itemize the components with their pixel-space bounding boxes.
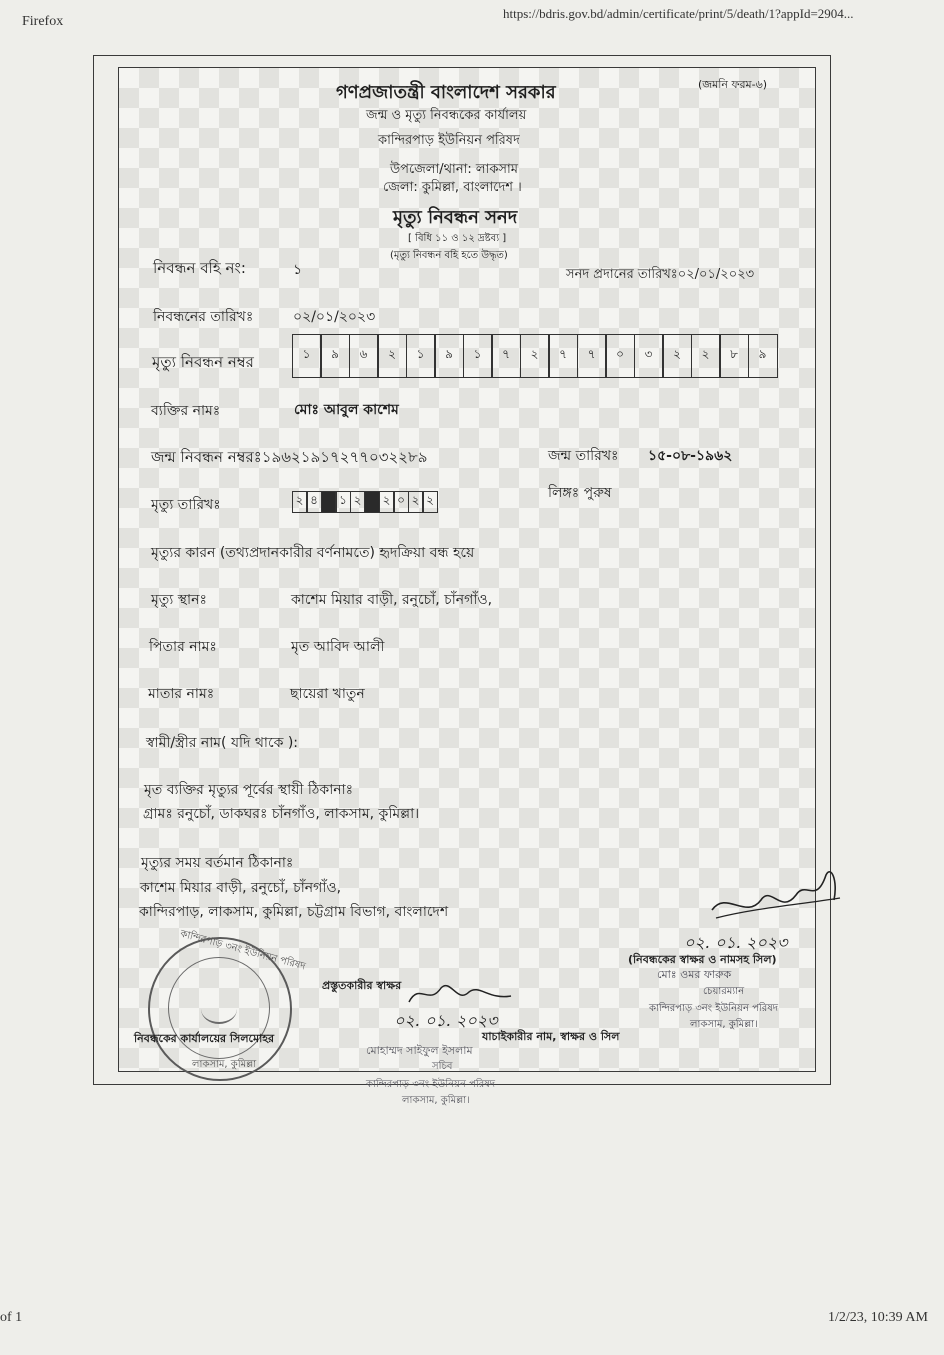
office-seal-label: নিবন্ধকের কার্যালয়ের সিলমোহর: [134, 1032, 275, 1045]
registrar-title: চেয়ারম্যান: [703, 986, 745, 997]
date-of-birth-value: ১৫-০৮-১৯৬২: [648, 448, 733, 464]
registrar-date: ০২. ০১. ২০২৩: [684, 933, 788, 952]
reg-digit: ৯: [434, 334, 464, 378]
death-registration-number-boxes: [293, 334, 778, 378]
date-digit: ৪: [306, 491, 322, 513]
office-name: জন্ম ও মৃত্যু নিবন্ধকের কার্যালয়: [366, 108, 527, 123]
person-name-label: ব্যক্তির নামঃ: [151, 403, 221, 419]
preparer-label: প্রস্তুতকারীর স্বাক্ষর: [322, 979, 402, 992]
page-url: https://bdris.gov.bd/admin/certificate/print/5/death/1?appId=2904...: [503, 6, 854, 21]
reg-digit: ৩: [634, 334, 664, 378]
death-place-value: কাশেম মিয়ার বাড়ী, রনুচোঁ, চাঁনগাঁও,: [291, 592, 493, 608]
reg-digit: ১: [406, 334, 436, 378]
reg-digit: ৯: [748, 334, 778, 378]
current-address-line1: কাশেম মিয়ার বাড়ী, রনুচোঁ, চাঁনগাঁও,: [140, 880, 342, 896]
government-title: গণপ্রজাতন্ত্রী বাংলাদেশ সরকার: [336, 82, 556, 103]
date-digit: ২: [379, 491, 395, 513]
reg-digit: ২: [691, 334, 721, 378]
birth-registration-number: জন্ম নিবন্ধন নম্বরঃ১৯৬২১৯১৭২৭৭০৩২২৮৯: [151, 448, 428, 466]
registrar-signature: [706, 860, 846, 930]
upazila: উপজেলা/থানা: লাকসাম: [390, 162, 518, 177]
reg-digit: ২: [662, 334, 692, 378]
death-date-boxes: [293, 491, 438, 513]
reg-digit: ৭: [491, 334, 521, 378]
reg-digit: ৯: [320, 334, 350, 378]
permanent-address-value: গ্রামঃ রনুচোঁ, ডাকঘরঃ চাঁনগাঁও, লাকসাম, কুমিল্লা।: [143, 806, 420, 822]
person-name-value: মোঃ আবুল কাশেম: [294, 402, 399, 418]
reg-digit: ৭: [577, 334, 607, 378]
date-digit: ১: [335, 491, 351, 513]
gender: লিঙ্গঃ পুরুষ: [548, 485, 612, 501]
mother-name-value: ছায়েরা খাতুন: [290, 686, 365, 702]
preparer-signature: [405, 976, 515, 1010]
document-title: মৃত্যু নিবন্ধন সনদ: [393, 207, 518, 228]
verifier-title: সচিব: [432, 1061, 453, 1072]
registrar-name: মোঃ ওমর ফারুক: [657, 968, 732, 981]
reg-digit: ০: [605, 334, 635, 378]
form-number: (জমনি ফরম-৬): [698, 78, 768, 91]
date-digit: ২: [408, 491, 424, 513]
current-address-label: মৃত্যুর সময় বর্তমান ঠিকানাঃ: [141, 855, 294, 871]
reg-digit: ১: [463, 334, 493, 378]
lotus-emblem-icon: [201, 994, 237, 1024]
registrar-caption: (নিবন্ধকের স্বাক্ষর ও নামসহ সিল): [628, 953, 777, 966]
stamp-top-text: কান্দিরপাড় ৩নং ইউনিয়ন পরিষদ: [179, 928, 307, 973]
issue-date: সনদ প্রদানের তারিখঃ০২/০১/২০২৩: [566, 267, 755, 282]
reg-digit: ৭: [548, 334, 578, 378]
registrar-place: লাকসাম, কুমিল্লা।: [690, 1019, 758, 1030]
reg-digit: ৬: [349, 334, 379, 378]
verifier-name: মোহাম্মদ সাইফুল ইসলাম: [366, 1044, 473, 1057]
stamp-bottom-text: লাকসাম, কুমিল্লা: [192, 1059, 257, 1070]
date-digit: ২: [422, 491, 438, 513]
mother-name-label: মাতার নামঃ: [148, 686, 215, 702]
reg-digit: ৮: [719, 334, 749, 378]
registration-date-value: ০২/০১/২০২৩: [293, 309, 376, 325]
current-address-line2: কান্দিরপাড়, লাকসাম, কুমিল্লা, চট্টগ্রাম বিভাগ, বাংলাদেশ: [139, 904, 449, 920]
browser-name: Firefox: [22, 14, 64, 29]
book-number-value: ১: [293, 262, 303, 278]
verifier-label: যাচাইকারীর নাম, স্বাক্ষর ও সিল: [482, 1030, 620, 1043]
date-of-birth-label: জন্ম তারিখঃ: [548, 448, 619, 464]
father-name-label: পিতার নামঃ: [149, 639, 217, 655]
father-name-value: মৃত আবিদ আলী: [291, 639, 385, 655]
district: জেলা: কুমিল্লা, বাংলাদেশ ।: [383, 180, 522, 195]
preparer-date: ০২. ০১. ২০২৩: [394, 1011, 498, 1030]
union-seal-stamp: [148, 928, 307, 1081]
book-number-label: নিবন্ধন বহি নং:: [153, 259, 246, 277]
death-date-label: মৃত্যু তারিখঃ: [151, 497, 221, 513]
reg-digit: ২: [520, 334, 550, 378]
reg-digit: ১: [292, 334, 322, 378]
cause-of-death: মৃত্যুর কারন (তথ্যপ্রদানকারীর বর্ণনামতে) হৃদক্রিয়া বন্ধ হয়ে: [151, 545, 475, 561]
extract-note: (মৃত্যু নিবন্ধন বহি হতে উদ্ধৃত): [390, 250, 508, 261]
verifier-union: কান্দিরপাড় ৩নং ইউনিয়ন পরিষদ: [366, 1079, 496, 1090]
rule-note: [ বিধি ১১ ও ১২ দ্রষ্টব্য ]: [408, 233, 507, 244]
registrar-union: কান্দিরপাড় ৩নং ইউনিয়ন পরিষদ: [649, 1003, 779, 1014]
reg-digit: ২: [377, 334, 407, 378]
date-digit: ২: [292, 491, 308, 513]
death-registration-number-label: মৃত্যু নিবন্ধন নম্বর: [152, 353, 254, 371]
permanent-address-label: মৃত ব্যক্তির মৃত্যুর পূর্বের স্থায়ী ঠিকানাঃ: [144, 782, 354, 798]
spouse-name-label: স্বামী/স্ত্রীর নাম( যদি থাকে ):: [146, 735, 299, 751]
registration-date-label: নিবন্ধনের তারিখঃ: [153, 309, 254, 325]
union-name: কান্দিরপাড় ইউনিয়ন পরিষদ: [378, 133, 520, 148]
page-count: of 1: [0, 1310, 23, 1325]
verifier-place: লাকসাম, কুমিল্লা।: [402, 1095, 470, 1106]
death-place-label: মৃত্যু স্থানঃ: [151, 592, 207, 608]
print-datetime: 1/2/23, 10:39 AM: [828, 1310, 928, 1325]
date-digit: ০: [393, 491, 409, 513]
date-digit: ২: [350, 491, 366, 513]
